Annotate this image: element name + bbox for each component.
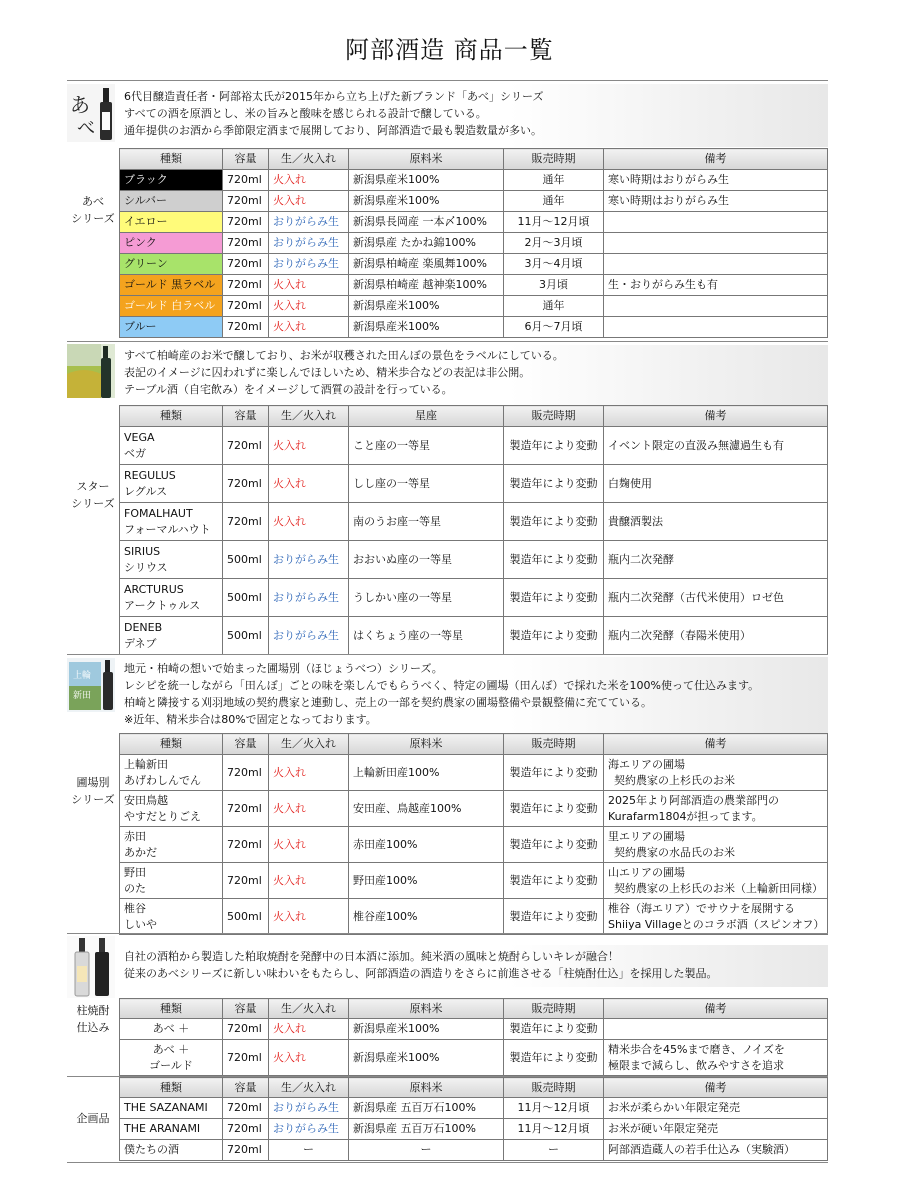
- kind-swatch-gold-black: ゴールド 黒ラベル: [120, 275, 223, 296]
- table-cell: 火入れ: [269, 427, 349, 465]
- table-cell: イベント限定の直汲み無濾過生も有: [604, 427, 828, 465]
- table-cell: [604, 233, 828, 254]
- abe-bottle-thumbnail: [67, 84, 115, 142]
- table-cell: 720ml: [223, 1019, 269, 1040]
- table-cell: 2025年より阿部酒造の農業部門の Kurafarm1804が担ってます。: [604, 791, 828, 827]
- table-cell: あべ ＋: [120, 1019, 223, 1040]
- header-process: 生／火入れ: [269, 406, 349, 427]
- table-cell: 赤田産100%: [349, 827, 504, 863]
- table-cell: 製造年により変動: [504, 579, 604, 617]
- table-cell: 720ml: [223, 233, 269, 254]
- header-period: 販売時期: [504, 734, 604, 755]
- table-cell: 720ml: [223, 755, 269, 791]
- star-description: すべて柏崎産のお米で醸しており、お米が収穫された田んぼの景色をラベルにしている。 表記のイメージに囚われずに楽しんでほしいため、精米歩合などの表記は非公開。 テーブル酒（自宅飲み）をイメージして酒質の設計を行っている。: [124, 349, 564, 396]
- table-cell: 新潟県長岡産 一本〆100%: [349, 212, 504, 233]
- table-cell: 安田産、鳥越産100%: [349, 791, 504, 827]
- header-process: 生／火入れ: [269, 734, 349, 755]
- page-title: 阿部酒造 商品一覧: [345, 36, 554, 64]
- table-cell: 阿部酒造蔵人の若手仕込み（実験酒）: [604, 1140, 828, 1161]
- kind-swatch-blue: ブルー: [120, 317, 223, 338]
- table-row: [120, 1040, 828, 1076]
- header-volume: 容量: [223, 999, 269, 1019]
- table-row: [120, 275, 828, 296]
- table-cell: 製造年により変動: [504, 541, 604, 579]
- section-divider: [67, 341, 828, 342]
- table-cell: THE ARANAMI: [120, 1119, 223, 1140]
- header-notes: 備考: [604, 734, 828, 755]
- table-row: [120, 827, 828, 863]
- svg-text:上輪: 上輪: [73, 671, 92, 681]
- table-cell: 製造年により変動: [504, 617, 604, 655]
- table-cell: 新潟県産 五百万石100%: [349, 1098, 504, 1119]
- table-cell: [604, 317, 828, 338]
- table-cell: 寒い時期はおりがらみ生: [604, 170, 828, 191]
- header-rice: 原料米: [349, 1078, 504, 1098]
- table-cell: 製造年により変動: [504, 1040, 604, 1076]
- table-cell: 火入れ: [269, 755, 349, 791]
- table-cell: 通年: [504, 296, 604, 317]
- header-notes: 備考: [604, 149, 828, 170]
- table-cell: おりがらみ生: [269, 212, 349, 233]
- table-cell: 瓶内二次発酵（古代米使用）ロゼ色: [604, 579, 828, 617]
- svg-text:べ: べ: [77, 118, 95, 139]
- table-cell: 3月頃: [504, 275, 604, 296]
- header-rice: 原料米: [349, 734, 504, 755]
- header-kind: 種類: [120, 1078, 223, 1098]
- table-cell: しし座の一等星: [349, 465, 504, 503]
- svg-text:新田: 新田: [73, 691, 92, 701]
- header-kind: 種類: [120, 406, 223, 427]
- table-row: [120, 427, 828, 465]
- table-cell: 精米歩合を45%まで磨き、ノイズを 極限まで減らし、飲みやすさを追求: [604, 1040, 828, 1076]
- shochu-series-label: 柱焼酎 仕込み: [76, 1004, 110, 1034]
- header-process: 生／火入れ: [269, 1078, 349, 1098]
- field-description: 地元・柏崎の想いで始まった圃場別（ほじょうべつ）シリーズ。 レシピを統一しながら「田んぼ」ごとの味を楽しんでもらうべく、特定の圃場（田んぼ）で採れた米を100%使って仕込みます。 柏崎と隣接する刈羽地域の契約農家と連動し、売上の一部を契約農家の圃場整備や景観整備に充てている。 ※近年、精米歩合は80%で固定となっております。: [124, 662, 760, 726]
- table-cell: 新潟県産米100%: [349, 317, 504, 338]
- table-row: [120, 863, 828, 899]
- table-row: [120, 579, 828, 617]
- table-cell: おりがらみ生: [269, 233, 349, 254]
- table-row: [120, 541, 828, 579]
- table-cell: 海エリアの圃場 契約農家の上杉氏のお米: [604, 755, 828, 791]
- table-cell: 火入れ: [269, 296, 349, 317]
- table-cell: 720ml: [223, 1140, 269, 1161]
- header-volume: 容量: [223, 734, 269, 755]
- header-notes: 備考: [604, 406, 828, 427]
- table-cell: 720ml: [223, 1119, 269, 1140]
- table-cell: 製造年により変動: [504, 899, 604, 935]
- field-label-thumbnail: [67, 658, 115, 712]
- kind-swatch-pink: ピンク: [120, 233, 223, 254]
- table-row: [120, 465, 828, 503]
- table-cell: 火入れ: [269, 465, 349, 503]
- table-cell: 720ml: [223, 170, 269, 191]
- table-cell: THE SAZANAMI: [120, 1098, 223, 1119]
- section-divider: [67, 933, 828, 934]
- table-cell: 新潟県産米100%: [349, 170, 504, 191]
- table-cell: あべ ＋ ゴールド: [120, 1040, 223, 1076]
- table-cell: 720ml: [223, 317, 269, 338]
- table-cell: 上輪新田産100%: [349, 755, 504, 791]
- table-cell: 720ml: [223, 212, 269, 233]
- field-table: [119, 733, 828, 935]
- table-cell: 山エリアの圃場 契約農家の上杉氏のお米（上輪新田同様）: [604, 863, 828, 899]
- table-row: [120, 296, 828, 317]
- table-cell: おりがらみ生: [269, 617, 349, 655]
- table-cell: 椎谷 しいや: [120, 899, 223, 935]
- table-row: [120, 170, 828, 191]
- table-cell: 720ml: [223, 275, 269, 296]
- table-row: [120, 899, 828, 935]
- kind-swatch-silver: シルバー: [120, 191, 223, 212]
- table-row: [120, 1119, 828, 1140]
- header-volume: 容量: [223, 1078, 269, 1098]
- table-cell: 新潟県柏崎産 越神楽100%: [349, 275, 504, 296]
- star-series-label: スター シリーズ: [71, 480, 115, 510]
- abe-description: 6代目醸造責任者・阿部裕太氏が2015年から立ち上げた新ブランド「あべ」シリーズ すべての酒を原酒とし、米の旨みと酸味を感じられる設計で醸している。 通年提供のお酒から季節限定酒まで展開しており、阿部酒造で最も製造数量が多い。: [124, 90, 544, 137]
- table-cell: 火入れ: [269, 191, 349, 212]
- table-cell: 火入れ: [269, 899, 349, 935]
- header-volume: 容量: [223, 149, 269, 170]
- table-cell: 新潟県産 たかね錦100%: [349, 233, 504, 254]
- table-cell: おおいぬ座の一等星: [349, 541, 504, 579]
- abe-table: [119, 148, 828, 338]
- special-table: [119, 1077, 828, 1161]
- table-cell: 里エリアの圃場 契約農家の水品氏のお米: [604, 827, 828, 863]
- table-cell: 500ml: [223, 579, 269, 617]
- table-cell: 2月〜3月頃: [504, 233, 604, 254]
- header-process: 生／火入れ: [269, 149, 349, 170]
- table-cell: 火入れ: [269, 1019, 349, 1040]
- table-cell: 720ml: [223, 863, 269, 899]
- table-cell: 新潟県産米100%: [349, 1040, 504, 1076]
- table-row: [120, 317, 828, 338]
- table-cell: [604, 1019, 828, 1040]
- table-cell: 貴醸酒製法: [604, 503, 828, 541]
- table-row: [120, 233, 828, 254]
- table-row: [120, 503, 828, 541]
- table-cell: 上輪新田 あげわしんでん: [120, 755, 223, 791]
- header-period: 販売時期: [504, 149, 604, 170]
- table-cell: おりがらみ生: [269, 541, 349, 579]
- table-cell: こと座の一等星: [349, 427, 504, 465]
- table-cell: 製造年により変動: [504, 791, 604, 827]
- table-cell: 安田鳥越 やすだとりごえ: [120, 791, 223, 827]
- table-cell: うしかい座の一等星: [349, 579, 504, 617]
- header-kind: 種類: [120, 734, 223, 755]
- table-cell: 製造年により変動: [504, 427, 604, 465]
- table-cell: 生・おりがらみ生も有: [604, 275, 828, 296]
- kind-swatch-gold-white: ゴールド 白ラベル: [120, 296, 223, 317]
- table-row: [120, 1140, 828, 1161]
- table-row: [120, 212, 828, 233]
- header-kind: 種類: [120, 999, 223, 1019]
- table-cell: 720ml: [223, 254, 269, 275]
- table-cell: 椎谷産100%: [349, 899, 504, 935]
- star-table: [119, 405, 828, 655]
- table-cell: ー: [504, 1140, 604, 1161]
- table-row: [120, 755, 828, 791]
- table-cell: 火入れ: [269, 503, 349, 541]
- star-label-thumbnail: [67, 344, 115, 398]
- table-cell: 火入れ: [269, 275, 349, 296]
- table-cell: 新潟県産米100%: [349, 191, 504, 212]
- table-cell: 新潟県産米100%: [349, 1019, 504, 1040]
- table-cell: 6月〜7月頃: [504, 317, 604, 338]
- table-row: [120, 191, 828, 212]
- table-cell: 野田 のた: [120, 863, 223, 899]
- abe-series-label: あべ シリーズ: [71, 195, 115, 225]
- table-cell: 製造年により変動: [504, 1019, 604, 1040]
- table-cell: 南のうお座一等星: [349, 503, 504, 541]
- table-cell: SIRIUS シリウス: [120, 541, 223, 579]
- table-cell: [604, 254, 828, 275]
- table-cell: 720ml: [223, 827, 269, 863]
- svg-text:あ: あ: [70, 93, 90, 117]
- table-cell: 720ml: [223, 1098, 269, 1119]
- header-period: 販売時期: [504, 406, 604, 427]
- table-cell: 製造年により変動: [504, 465, 604, 503]
- section-divider: [67, 654, 828, 655]
- table-cell: 火入れ: [269, 170, 349, 191]
- header-notes: 備考: [604, 1078, 828, 1098]
- table-cell: お米が柔らかい年限定発売: [604, 1098, 828, 1119]
- table-cell: 通年: [504, 170, 604, 191]
- table-cell: [604, 296, 828, 317]
- shochu-description: 自社の酒粕から製造した粕取焼酎を発酵中の日本酒に添加。純米酒の風味と焼酎らしいキレが融合！ 従来のあべシリーズに新しい味わいをもたらし、阿部酒造の酒造りをさらに前進させる「柱焼酎仕込」を採用した製品。: [124, 950, 718, 980]
- table-cell: 野田産100%: [349, 863, 504, 899]
- table-cell: 瓶内二次発酵: [604, 541, 828, 579]
- table-cell: 寒い時期はおりがらみ生: [604, 191, 828, 212]
- table-cell: 火入れ: [269, 827, 349, 863]
- table-cell: 火入れ: [269, 863, 349, 899]
- table-cell: 11月〜12月頃: [504, 212, 604, 233]
- table-row: [120, 791, 828, 827]
- shochu-table: [119, 998, 828, 1076]
- header-volume: 容量: [223, 406, 269, 427]
- table-cell: 製造年により変動: [504, 827, 604, 863]
- table-cell: 720ml: [223, 427, 269, 465]
- table-cell: VEGA ベガ: [120, 427, 223, 465]
- table-cell: おりがらみ生: [269, 254, 349, 275]
- table-row: [120, 1098, 828, 1119]
- header-constellation: 星座: [349, 406, 504, 427]
- table-cell: 11月〜12月頃: [504, 1119, 604, 1140]
- table-cell: ー: [269, 1140, 349, 1161]
- table-cell: 新潟県産 五百万石100%: [349, 1119, 504, 1140]
- table-cell: FOMALHAUT フォーマルハウト: [120, 503, 223, 541]
- table-cell: 720ml: [223, 791, 269, 827]
- table-cell: 製造年により変動: [504, 863, 604, 899]
- table-row: [120, 1019, 828, 1040]
- header-period: 販売時期: [504, 999, 604, 1019]
- field-series-label: 圃場別 シリーズ: [71, 776, 115, 806]
- table-cell: 製造年により変動: [504, 755, 604, 791]
- table-cell: 720ml: [223, 503, 269, 541]
- header-process: 生／火入れ: [269, 999, 349, 1019]
- header-rice: 原料米: [349, 999, 504, 1019]
- table-cell: おりがらみ生: [269, 579, 349, 617]
- table-cell: 500ml: [223, 541, 269, 579]
- kind-swatch-green: グリーン: [120, 254, 223, 275]
- kind-swatch-yellow: イエロー: [120, 212, 223, 233]
- table-cell: ー: [349, 1140, 504, 1161]
- table-cell: おりがらみ生: [269, 1119, 349, 1140]
- header-notes: 備考: [604, 999, 828, 1019]
- table-cell: 火入れ: [269, 1040, 349, 1076]
- table-cell: 通年: [504, 191, 604, 212]
- special-label: 企画品: [76, 1112, 110, 1125]
- table-cell: 11月〜12月頃: [504, 1098, 604, 1119]
- table-cell: 500ml: [223, 899, 269, 935]
- bottom-divider: [67, 1162, 828, 1163]
- table-cell: 新潟県産米100%: [349, 296, 504, 317]
- table-cell: 赤田 あかだ: [120, 827, 223, 863]
- table-cell: 720ml: [223, 465, 269, 503]
- table-cell: はくちょう座の一等星: [349, 617, 504, 655]
- table-cell: 500ml: [223, 617, 269, 655]
- table-cell: 火入れ: [269, 317, 349, 338]
- table-cell: 椎谷（海エリア）でサウナを展開する Shiiya Villageとのコラボ酒（スピンオフ）: [604, 899, 828, 935]
- table-cell: 720ml: [223, 191, 269, 212]
- section-divider: [67, 80, 828, 81]
- table-cell: おりがらみ生: [269, 1098, 349, 1119]
- table-cell: 3月〜4月頃: [504, 254, 604, 275]
- header-kind: 種類: [120, 149, 223, 170]
- kind-swatch-black: ブラック: [120, 170, 223, 191]
- table-cell: 新潟県柏崎産 楽風舞100%: [349, 254, 504, 275]
- table-cell: 720ml: [223, 1040, 269, 1076]
- table-cell: 瓶内二次発酵（春陽米使用）: [604, 617, 828, 655]
- table-cell: 720ml: [223, 296, 269, 317]
- table-cell: ARCTURUS アークトゥルス: [120, 579, 223, 617]
- table-cell: 製造年により変動: [504, 503, 604, 541]
- table-cell: 僕たちの酒: [120, 1140, 223, 1161]
- shochu-bottle-thumbnail: [67, 936, 115, 998]
- table-cell: DENEB デネブ: [120, 617, 223, 655]
- header-rice: 原料米: [349, 149, 504, 170]
- table-cell: 白麹使用: [604, 465, 828, 503]
- table-cell: [604, 212, 828, 233]
- table-cell: REGULUS レグルス: [120, 465, 223, 503]
- table-cell: お米が硬い年限定発売: [604, 1119, 828, 1140]
- table-cell: 火入れ: [269, 791, 349, 827]
- table-row: [120, 254, 828, 275]
- table-row: [120, 617, 828, 655]
- header-period: 販売時期: [504, 1078, 604, 1098]
